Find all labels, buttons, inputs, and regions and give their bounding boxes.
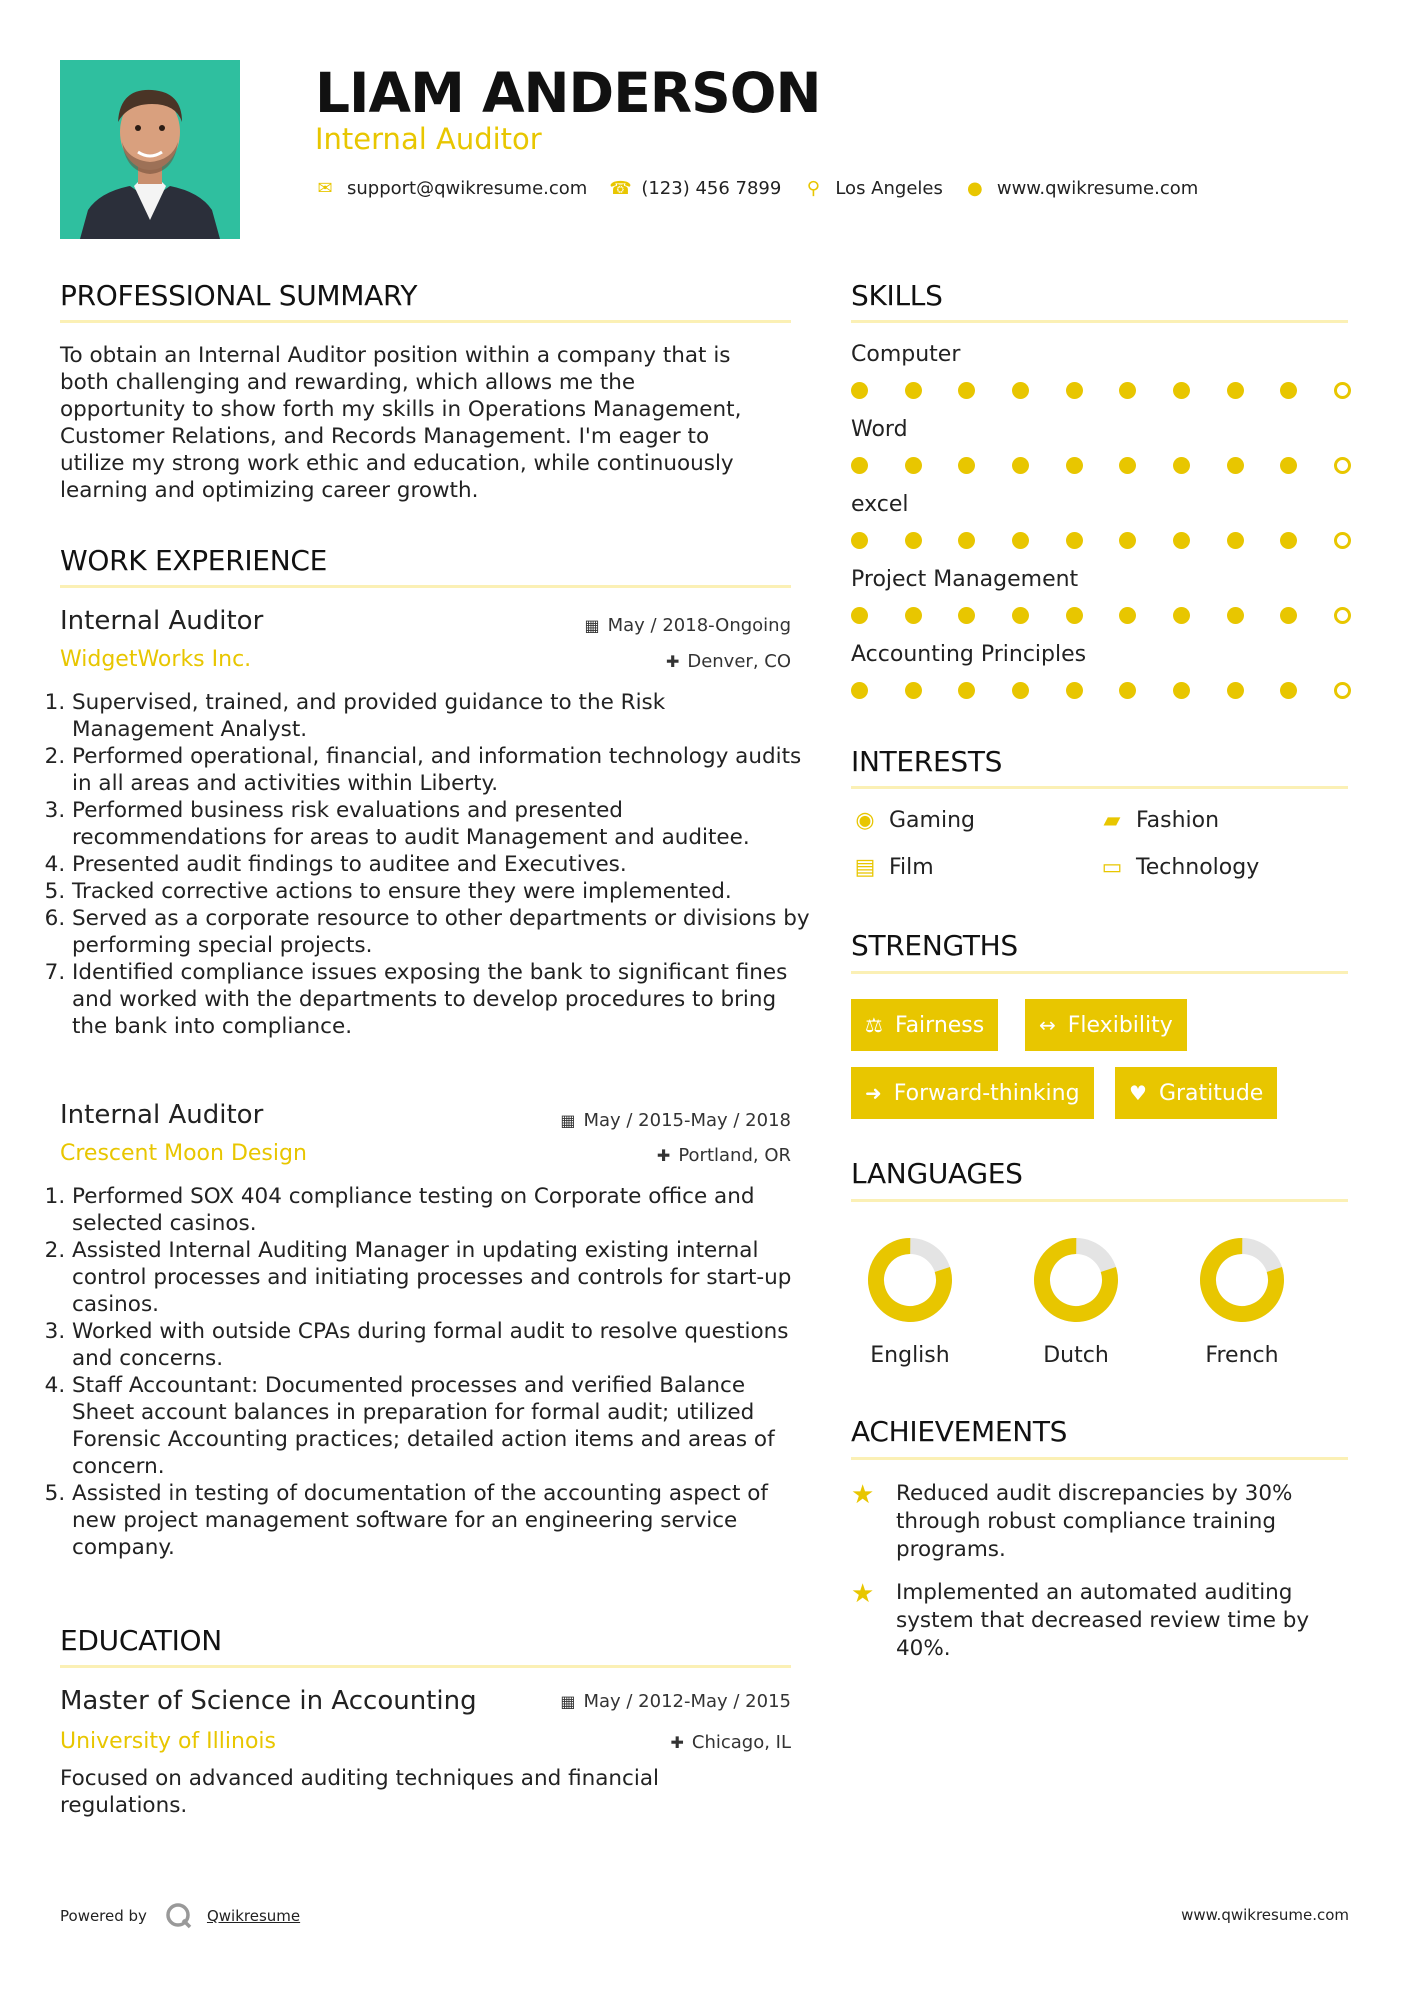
skill-dot-filled bbox=[1280, 607, 1297, 624]
education-heading: EDUCATION bbox=[60, 1624, 222, 1657]
skill-dot-filled bbox=[1280, 457, 1297, 474]
interest-item bbox=[851, 855, 934, 880]
skill-dot-filled bbox=[1227, 682, 1244, 699]
language-donut-fill bbox=[1033, 1237, 1119, 1323]
footer-url[interactable]: www.qwikresume.com bbox=[1181, 1906, 1349, 1924]
arrow-right-icon: ➜ bbox=[865, 1081, 882, 1105]
education-location bbox=[670, 1732, 791, 1753]
achievement-line: programs. bbox=[896, 1537, 1006, 1562]
interest-label: Gaming bbox=[889, 808, 975, 833]
job-title: Internal Auditor bbox=[60, 1100, 264, 1130]
summary-line: Customer Relations, and Records Management. I'm eager to bbox=[60, 424, 710, 449]
contact-location-text: Los Angeles bbox=[835, 178, 943, 199]
skill-dot-filled bbox=[905, 607, 922, 624]
language-item bbox=[1177, 1235, 1307, 1368]
education-description bbox=[60, 1765, 800, 1819]
skill-dot-filled bbox=[1066, 607, 1083, 624]
summary-divider bbox=[60, 320, 791, 323]
skill-dot-filled bbox=[1227, 457, 1244, 474]
language-name: French bbox=[1205, 1343, 1279, 1368]
skill-dot-filled bbox=[851, 457, 868, 474]
candidate-title: Internal Auditor bbox=[315, 122, 542, 156]
pushpin-icon: ✚ bbox=[656, 1146, 671, 1165]
contact-website-text: www.qwikresume.com bbox=[996, 178, 1199, 199]
skill-dot-filled bbox=[1173, 607, 1190, 624]
language-name: English bbox=[870, 1343, 950, 1368]
education-line: Focused on advanced auditing techniques and financial bbox=[60, 1766, 659, 1791]
qwikresume-logo-icon bbox=[165, 1902, 193, 1930]
skill-dot-filled bbox=[958, 382, 975, 399]
skill-dot-filled bbox=[1173, 457, 1190, 474]
list-item: 6. Served as a corporate resource to other departments or divisions by performing special projects. bbox=[72, 905, 812, 959]
skill-dot-filled bbox=[1227, 532, 1244, 549]
star-icon: ★ bbox=[851, 1579, 875, 1609]
summary-line: utilize my strong work ethic and education, while continuously bbox=[60, 451, 734, 476]
skills-divider bbox=[851, 320, 1348, 323]
achievements-divider bbox=[851, 1457, 1348, 1460]
interest-label: Film bbox=[889, 855, 934, 880]
job-date-text: May / 2018-Ongoing bbox=[607, 615, 791, 636]
contact-bar bbox=[315, 178, 1220, 199]
education-location-text: Chicago, IL bbox=[691, 1732, 791, 1753]
contact-email[interactable] bbox=[315, 178, 587, 199]
skill-name: Project Management bbox=[851, 567, 1079, 592]
interests-heading: INTERESTS bbox=[851, 745, 1003, 778]
language-name: Dutch bbox=[1043, 1343, 1109, 1368]
language-donut-fill bbox=[1199, 1237, 1285, 1323]
contact-phone-text: (123) 456 7899 bbox=[641, 178, 782, 199]
achievement-line: Reduced audit discrepancies by 30% bbox=[896, 1481, 1293, 1506]
calendar-icon: ▦ bbox=[584, 616, 600, 635]
list-item: 3. Performed business risk evaluations and presented recommendations for areas to audit Management and auditee. bbox=[72, 797, 812, 851]
school-name: University of Illinois bbox=[60, 1729, 276, 1754]
language-donut bbox=[1197, 1235, 1287, 1325]
job-date bbox=[585, 615, 792, 636]
skill-dot-filled bbox=[1012, 682, 1029, 699]
skill-dot-filled bbox=[851, 382, 868, 399]
skill-name: excel bbox=[851, 492, 909, 517]
achievement-line: system that decreased review time by bbox=[896, 1608, 1310, 1633]
balance-scale-icon: ⚖ bbox=[865, 1013, 883, 1037]
education-line: regulations. bbox=[60, 1793, 188, 1818]
strength-badge bbox=[1025, 999, 1187, 1051]
job-duties-list bbox=[53, 1183, 812, 1561]
skill-dot-filled bbox=[1012, 532, 1029, 549]
gamepad-icon: ◉ bbox=[855, 808, 875, 833]
skill-rating bbox=[851, 605, 1351, 625]
strength-label: Flexibility bbox=[1067, 1012, 1173, 1038]
list-item: 2. Performed operational, financial, and information technology audits in all areas and activities within Liberty. bbox=[72, 743, 812, 797]
interest-label: Technology bbox=[1136, 855, 1260, 880]
interest-label: Fashion bbox=[1136, 808, 1220, 833]
skill-dot-empty bbox=[1334, 682, 1351, 699]
skill-dot-empty bbox=[1334, 382, 1351, 399]
skill-dot-filled bbox=[958, 457, 975, 474]
shopping-bag-icon: ▰ bbox=[1103, 808, 1121, 833]
list-item: 7. Identified compliance issues exposing the bank to significant fines and worked with the departments to develop procedures to bring the bank into compliance. bbox=[72, 959, 812, 1040]
skill-dot-filled bbox=[1012, 607, 1029, 624]
achievement-text bbox=[896, 1480, 1336, 1564]
list-item: 5. Tracked corrective actions to ensure they were implemented. bbox=[72, 878, 812, 905]
skill-rating bbox=[851, 380, 1351, 400]
achievement-line: Implemented an automated auditing bbox=[896, 1580, 1293, 1605]
contact-phone[interactable] bbox=[609, 178, 781, 199]
skill-dot-filled bbox=[1227, 607, 1244, 624]
skill-dot-filled bbox=[851, 532, 868, 549]
skill-rating bbox=[851, 455, 1351, 475]
skill-dot-filled bbox=[905, 682, 922, 699]
degree-title: Master of Science in Accounting bbox=[60, 1686, 477, 1716]
languages-heading: LANGUAGES bbox=[851, 1157, 1023, 1190]
skill-dot-empty bbox=[1334, 457, 1351, 474]
language-item bbox=[845, 1235, 975, 1368]
skill-rating bbox=[851, 530, 1351, 550]
skill-dot-empty bbox=[1334, 532, 1351, 549]
experience-heading: WORK EXPERIENCE bbox=[60, 544, 327, 577]
interests-divider bbox=[851, 786, 1348, 789]
summary-line: both challenging and rewarding, which allows me the bbox=[60, 370, 636, 395]
skill-dot-filled bbox=[958, 607, 975, 624]
profile-photo bbox=[60, 60, 240, 239]
skill-dot-filled bbox=[1119, 457, 1136, 474]
powered-by-label: Powered by bbox=[60, 1907, 147, 1925]
skill-dot-filled bbox=[1119, 382, 1136, 399]
strength-label: Forward-thinking bbox=[893, 1080, 1080, 1106]
skills-heading: SKILLS bbox=[851, 279, 943, 312]
list-item: 1. Supervised, trained, and provided guidance to the Risk Management Analyst. bbox=[72, 689, 812, 743]
skill-dot-filled bbox=[1173, 382, 1190, 399]
job-company: Crescent Moon Design bbox=[60, 1141, 307, 1166]
language-item bbox=[1011, 1235, 1141, 1368]
achievement-item bbox=[851, 1480, 1361, 1564]
location-pin-icon: ⚲ bbox=[806, 178, 820, 199]
job-location bbox=[657, 1145, 791, 1166]
language-donut-fill bbox=[867, 1237, 953, 1323]
strength-badge bbox=[1115, 1067, 1277, 1119]
experience-divider bbox=[60, 585, 791, 588]
education-date-text: May / 2012-May / 2015 bbox=[583, 1691, 791, 1712]
list-item: 5. Assisted in testing of documentation of the accounting aspect of new project management software for an engineering service company. bbox=[72, 1480, 812, 1561]
job-location-text: Portland, OR bbox=[678, 1145, 791, 1166]
skill-dot-filled bbox=[1066, 682, 1083, 699]
achievement-item bbox=[851, 1579, 1361, 1663]
achievements-heading: ACHIEVEMENTS bbox=[851, 1415, 1068, 1448]
skill-dot-filled bbox=[1012, 457, 1029, 474]
skill-dot-filled bbox=[1066, 382, 1083, 399]
skill-name: Accounting Principles bbox=[851, 642, 1087, 667]
skill-dot-filled bbox=[1173, 532, 1190, 549]
strength-label: Fairness bbox=[894, 1012, 985, 1038]
skill-dot-filled bbox=[1119, 532, 1136, 549]
skill-name: Word bbox=[851, 417, 908, 442]
skill-rating bbox=[851, 680, 1351, 700]
arrows-horizontal-icon: ↔ bbox=[1039, 1013, 1056, 1037]
languages-divider bbox=[851, 1199, 1348, 1202]
skill-dot-filled bbox=[851, 607, 868, 624]
job-location-text: Denver, CO bbox=[687, 651, 791, 672]
language-donut bbox=[865, 1235, 955, 1325]
list-item: 3. Worked with outside CPAs during formal audit to resolve questions and concerns. bbox=[72, 1318, 812, 1372]
contact-email-text: support@qwikresume.com bbox=[347, 178, 588, 199]
job-duties-list bbox=[53, 689, 812, 1040]
globe-icon: ● bbox=[966, 178, 983, 199]
summary-heading: PROFESSIONAL SUMMARY bbox=[60, 279, 418, 312]
interest-item bbox=[851, 808, 975, 833]
job-title: Internal Auditor bbox=[60, 606, 264, 636]
achievement-text bbox=[896, 1579, 1336, 1663]
language-donut bbox=[1031, 1235, 1121, 1325]
pushpin-icon: ✚ bbox=[670, 1733, 684, 1752]
skill-dot-filled bbox=[851, 682, 868, 699]
skill-dot-filled bbox=[958, 682, 975, 699]
achievement-line: through robust compliance training bbox=[896, 1509, 1277, 1534]
skill-dot-filled bbox=[905, 457, 922, 474]
interest-item bbox=[1098, 855, 1259, 880]
calendar-icon: ▦ bbox=[560, 1111, 576, 1130]
skill-dot-filled bbox=[1280, 382, 1297, 399]
education-divider bbox=[60, 1665, 791, 1668]
skill-dot-empty bbox=[1334, 607, 1351, 624]
job-location bbox=[666, 651, 791, 672]
strengths-heading: STRENGTHS bbox=[851, 929, 1018, 962]
strength-badge bbox=[851, 1067, 1094, 1119]
strength-badge bbox=[851, 999, 998, 1051]
calendar-icon: ▦ bbox=[560, 1692, 576, 1711]
skill-dot-filled bbox=[1280, 682, 1297, 699]
interest-item bbox=[1098, 808, 1219, 833]
brand-link[interactable]: Qwikresume bbox=[206, 1907, 301, 1925]
summary-line: opportunity to show forth my skills in Operations Management, bbox=[60, 397, 742, 422]
skill-dot-filled bbox=[905, 532, 922, 549]
skill-dot-filled bbox=[1173, 682, 1190, 699]
job-date-text: May / 2015-May / 2018 bbox=[583, 1110, 791, 1131]
skill-dot-filled bbox=[905, 382, 922, 399]
strength-label: Gratitude bbox=[1158, 1080, 1264, 1106]
summary-line: To obtain an Internal Auditor position within a company that is bbox=[60, 343, 731, 368]
footer-powered-by bbox=[60, 1902, 300, 1930]
envelope-icon: ✉ bbox=[317, 178, 333, 199]
skill-dot-filled bbox=[958, 532, 975, 549]
pushpin-icon: ✚ bbox=[665, 652, 680, 671]
skill-dot-filled bbox=[1119, 682, 1136, 699]
skill-dot-filled bbox=[1066, 532, 1083, 549]
strengths-divider bbox=[851, 971, 1348, 974]
achievement-line: 40%. bbox=[896, 1636, 951, 1661]
skill-dot-filled bbox=[1066, 457, 1083, 474]
skill-name: Computer bbox=[851, 342, 961, 367]
skill-dot-filled bbox=[1280, 532, 1297, 549]
film-icon: ▤ bbox=[854, 855, 876, 880]
skill-dot-filled bbox=[1119, 607, 1136, 624]
list-item: 2. Assisted Internal Auditing Manager in updating existing internal control processes and initiating processes and controls for start-up casinos. bbox=[72, 1237, 812, 1318]
contact-website[interactable] bbox=[965, 178, 1198, 199]
skill-dot-filled bbox=[1227, 382, 1244, 399]
summary-line: learning and optimizing career growth. bbox=[60, 478, 479, 503]
job-date bbox=[560, 1110, 791, 1131]
skill-dot-filled bbox=[1012, 382, 1029, 399]
star-icon: ★ bbox=[851, 1480, 875, 1510]
job-company: WidgetWorks Inc. bbox=[60, 647, 252, 672]
phone-icon: ☎ bbox=[609, 178, 632, 199]
contact-location bbox=[803, 178, 943, 199]
list-item: 1. Performed SOX 404 compliance testing on Corporate office and selected casinos. bbox=[72, 1183, 812, 1237]
heart-icon: ♥ bbox=[1129, 1081, 1147, 1105]
education-date bbox=[560, 1691, 791, 1712]
list-item: 4. Presented audit findings to auditee and Executives. bbox=[72, 851, 812, 878]
list-item: 4. Staff Accountant: Documented processes and verified Balance Sheet account balances in preparation for formal audit; utilized Forensic Accounting practices; detailed action items and areas of concern. bbox=[72, 1372, 812, 1480]
summary-text bbox=[60, 342, 800, 504]
candidate-name: LIAM ANDERSON bbox=[315, 61, 821, 125]
laptop-icon: ▭ bbox=[1101, 855, 1123, 880]
